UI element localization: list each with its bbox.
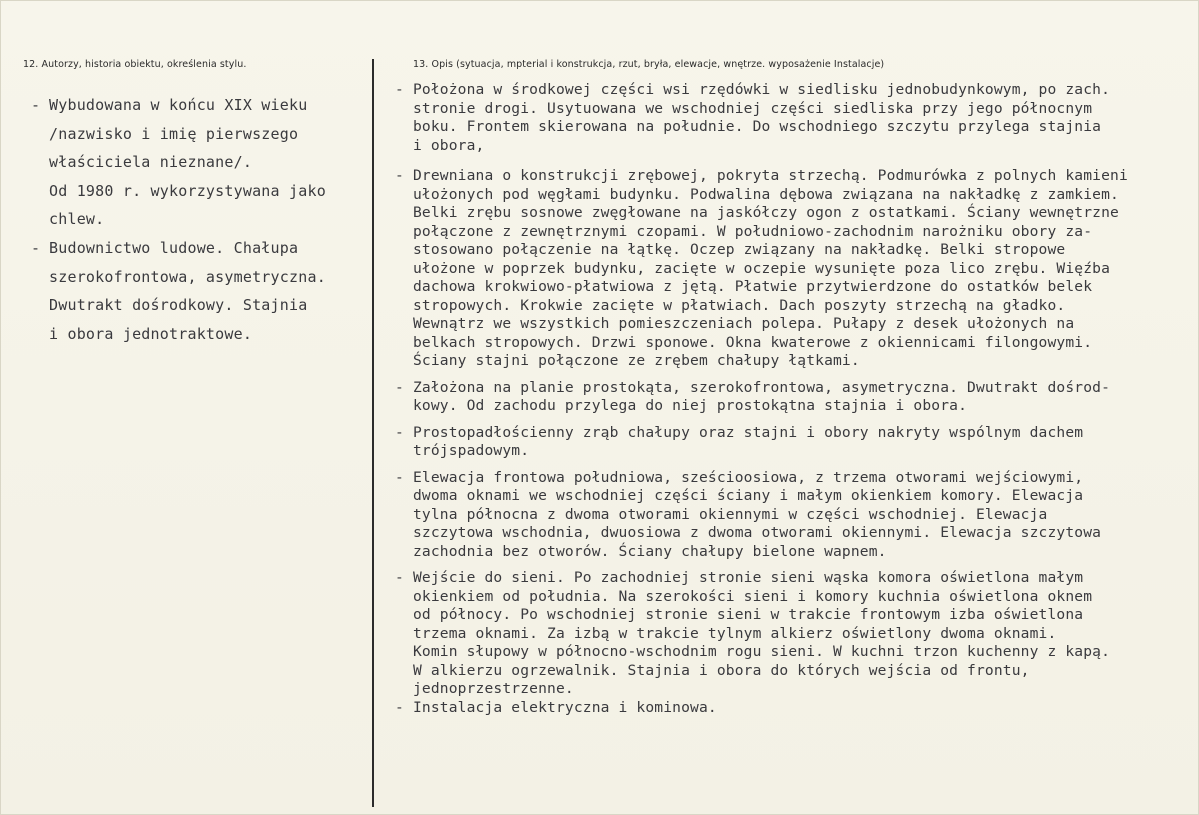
text-line: Budownictwo ludowe. Chałupa <box>49 238 299 257</box>
text-line: szerokofrontowa, asymetryczna. <box>49 267 326 286</box>
text-line: belkach stropowych. Drzwi sponowe. Okna kwaterowe z okiennicami filongowymi. <box>413 333 1093 351</box>
text-line: i obora, <box>413 136 485 154</box>
history-item <box>31 91 361 234</box>
text-line: Od 1980 r. wykorzystywana jako <box>49 181 326 200</box>
text-line: Drewniana o konstrukcji zrębowej, pokryta strzechą. Podmurówka z polnych kamieni <box>413 167 1128 184</box>
text-line: jednoprzestrzenne. <box>413 680 574 697</box>
history-item <box>31 234 361 348</box>
text-line: stropowych. Krokwie zacięte w płatwiach. Dach poszyty strzechą na gładko. <box>413 296 1066 314</box>
text-line: Położona w środkowej części wsi rzędówki w siedlisku jednobudynkowym, po zach. <box>413 81 1111 98</box>
text-line: chlew. <box>49 210 105 229</box>
text-line: Wejście do sieni. Po zachodniej stronie sieni wąska komora oświetlona małym <box>413 569 1084 586</box>
text-line: Komin słupowy w północno-wschodnim rogu sieni. W kuchni trzon kuchenny z kapą. <box>413 643 1111 660</box>
text-line: dachowa krokwiowo-płatwiowa z jętą. Płatwie przytwierdzone do ostatków belek <box>413 278 1093 295</box>
text-line: dwoma oknami we wschodniej części ściany i małym okienkiem komory. Elewacja <box>413 487 1084 504</box>
section-12-header: 12. Autorzy, historia obiektu, określenia stylu. <box>23 59 247 70</box>
text-line: i obora jednotraktowe. <box>49 324 253 343</box>
list-dash: - <box>31 96 41 114</box>
description-paragraph <box>395 469 1195 562</box>
description-paragraph <box>395 379 1195 416</box>
text-line: Ściany stajni połączone ze zrębem chałupy łątkami. <box>413 352 860 369</box>
text-line: stronie drogi. Usytuowana we wschodniej części siedliska przy jego północnym <box>413 99 1093 117</box>
text-line: Dwutrakt dośrodkowy. Stajnia <box>49 296 308 315</box>
description-paragraph <box>395 167 1195 371</box>
text-line: ułożonych pod węgłami budynku. Podwalina dębowa związana na nakładkę z zamkiem. <box>413 185 1119 203</box>
text-line: Prostopadłościenny zrąb chałupy oraz stajni i obory nakryty wspólnym dachem <box>413 423 1084 441</box>
text-line: okienkiem od południa. Na szerokości sieni i komory kuchnia oświetlona oknem <box>413 587 1093 605</box>
list-dash: - <box>395 81 404 98</box>
description-paragraph <box>395 569 1195 699</box>
text-line: ułożone w poprzek budynku, zacięte w oczepie wysunięte poza lico zrębu. Więźba <box>413 259 1111 277</box>
text-line: właściciela nieznane/. <box>49 153 253 172</box>
text-line: Instalacja elektryczna i kominowa. <box>413 698 717 716</box>
list-dash: - <box>395 378 404 396</box>
text-line: od północy. Po wschodniej stronie sieni w trakcie frontowym izba oświetlona <box>413 606 1084 623</box>
text-line: trójspadowym. <box>413 442 530 459</box>
description-paragraph <box>395 81 1195 155</box>
history-column <box>31 91 361 348</box>
description-paragraph <box>395 424 1195 461</box>
text-line: Wewnątrz we wszystkich pomieszczeniach polepa. Pułapy z desek ułożonych na <box>413 315 1075 332</box>
text-line: Belki zrębu sosnowe zwęgłowane na jaskółczy ogon z ostatkami. Ściany wewnętrzne <box>413 204 1119 221</box>
description-column <box>395 81 1195 725</box>
list-dash: - <box>31 238 41 257</box>
list-dash: - <box>395 569 404 586</box>
column-divider <box>372 59 374 807</box>
text-line: stosowano połączenie na łątkę. Oczep związany na nakładkę. Belki stropowe <box>413 241 1066 258</box>
text-line: W alkierzu ogrzewalnik. Stajnia i obora do których wejścia od frontu, <box>413 661 1030 679</box>
text-line: tylna północna z dwoma otworami okiennymi w części wschodniej. Elewacja <box>413 505 1048 523</box>
text-line: szczytowa wschodnia, dwuosiowa z dwoma otworami okiennymi. Elewacja szczytowa <box>413 524 1102 541</box>
text-line: połączone z zewnętrznymi czopami. W południowo-zachodnim narożniku obory za- <box>413 222 1093 240</box>
text-line: trzema oknami. Za izbą w trakcie tylnym alkierz oświetlony dwoma oknami. <box>413 624 1057 642</box>
description-paragraph <box>395 699 1195 718</box>
list-dash: - <box>395 423 404 441</box>
list-dash: - <box>395 698 404 716</box>
text-line: kowy. Od zachodu przylega do niej prostokątna stajnia i obora. <box>413 397 968 414</box>
text-line: zachodnia bez otworów. Ściany chałupy bielone wapnem. <box>413 542 887 560</box>
text-line: Wybudowana w końcu XIX wieku <box>49 96 308 114</box>
text-line: /nazwisko i imię pierwszego <box>49 124 299 143</box>
list-dash: - <box>395 468 404 486</box>
list-dash: - <box>395 167 404 184</box>
text-line: Założona na planie prostokąta, szerokofrontowa, asymetryczna. Dwutrakt dośrod- <box>413 378 1111 396</box>
text-line: Elewacja frontowa południowa, sześcioosiowa, z trzema otworami wejściowymi, <box>413 468 1084 486</box>
section-13-header: 13. Opis (sytuacja, mpterial i konstrukcja, rzut, bryła, elewacje, wnętrze. wyposażenie Instalacje) <box>413 59 885 70</box>
text-line: boku. Frontem skierowana na południe. Do wschodniego szczytu przylega stajnia <box>413 118 1102 135</box>
